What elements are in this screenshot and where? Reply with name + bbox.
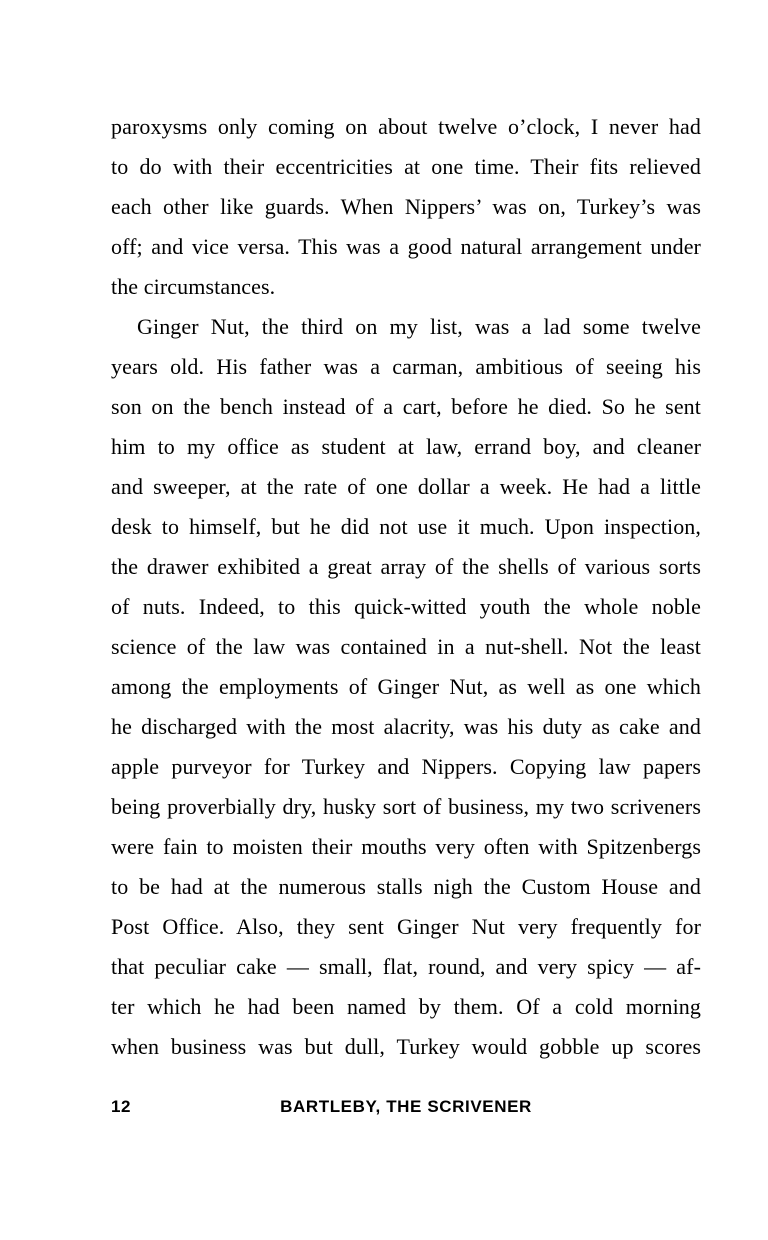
text-line: to do with their eccentricities at one time. Their fits relieved [111, 154, 701, 179]
text-line: of nuts. Indeed, to this quick-witted youth the whole noble [111, 594, 701, 619]
text-line: desk to himself, but he did not use it much. Upon inspection, [111, 514, 701, 539]
text-line: son on the bench instead of a cart, before he died. So he sent [111, 394, 701, 419]
text-line: that peculiar cake — small, flat, round, and very spicy — af- [111, 954, 701, 979]
text-line: were fain to moisten their mouths very often with Spitzenbergs [111, 834, 701, 859]
text-line: paroxysms only coming on about twelve o’clock, I never had [111, 114, 701, 139]
text-line: he discharged with the most alacrity, was his duty as cake and [111, 714, 701, 739]
text-line: off; and vice versa. This was a good natural arrangement under [111, 234, 701, 259]
text-line: him to my office as student at law, errand boy, and cleaner [111, 434, 701, 459]
text-line: Post Office. Also, they sent Ginger Nut very frequently for [111, 914, 701, 939]
text-line: ter which he had been named by them. Of a cold morning [111, 994, 701, 1019]
text-line: apple purveyor for Turkey and Nippers. Copying law papers [111, 754, 701, 779]
page-number: 12 [111, 1097, 131, 1116]
text-line: the drawer exhibited a great array of the shells of various sorts [111, 554, 701, 579]
running-title: BARTLEBY, THE SCRIVENER [280, 1097, 532, 1116]
text-line: the circumstances. [111, 274, 276, 299]
text-line: science of the law was contained in a nut-shell. Not the least [111, 634, 701, 659]
text-line: being proverbially dry, husky sort of business, my two scriveners [111, 794, 701, 819]
text-line: and sweeper, at the rate of one dollar a week. He had a little [111, 474, 701, 499]
text-line: when business was but dull, Turkey would gobble up scores [111, 1034, 701, 1059]
text-line: to be had at the numerous stalls nigh the Custom House and [111, 874, 701, 899]
text-line: among the employments of Ginger Nut, as well as one which [111, 674, 701, 699]
text-line: each other like guards. When Nippers’ was on, Turkey’s was [111, 194, 701, 219]
text-line: years old. His father was a carman, ambitious of seeing his [111, 354, 701, 379]
page-footer [111, 1097, 701, 1119]
text-line: Ginger Nut, the third on my list, was a lad some twelve [137, 314, 701, 339]
body-text [111, 107, 701, 1067]
